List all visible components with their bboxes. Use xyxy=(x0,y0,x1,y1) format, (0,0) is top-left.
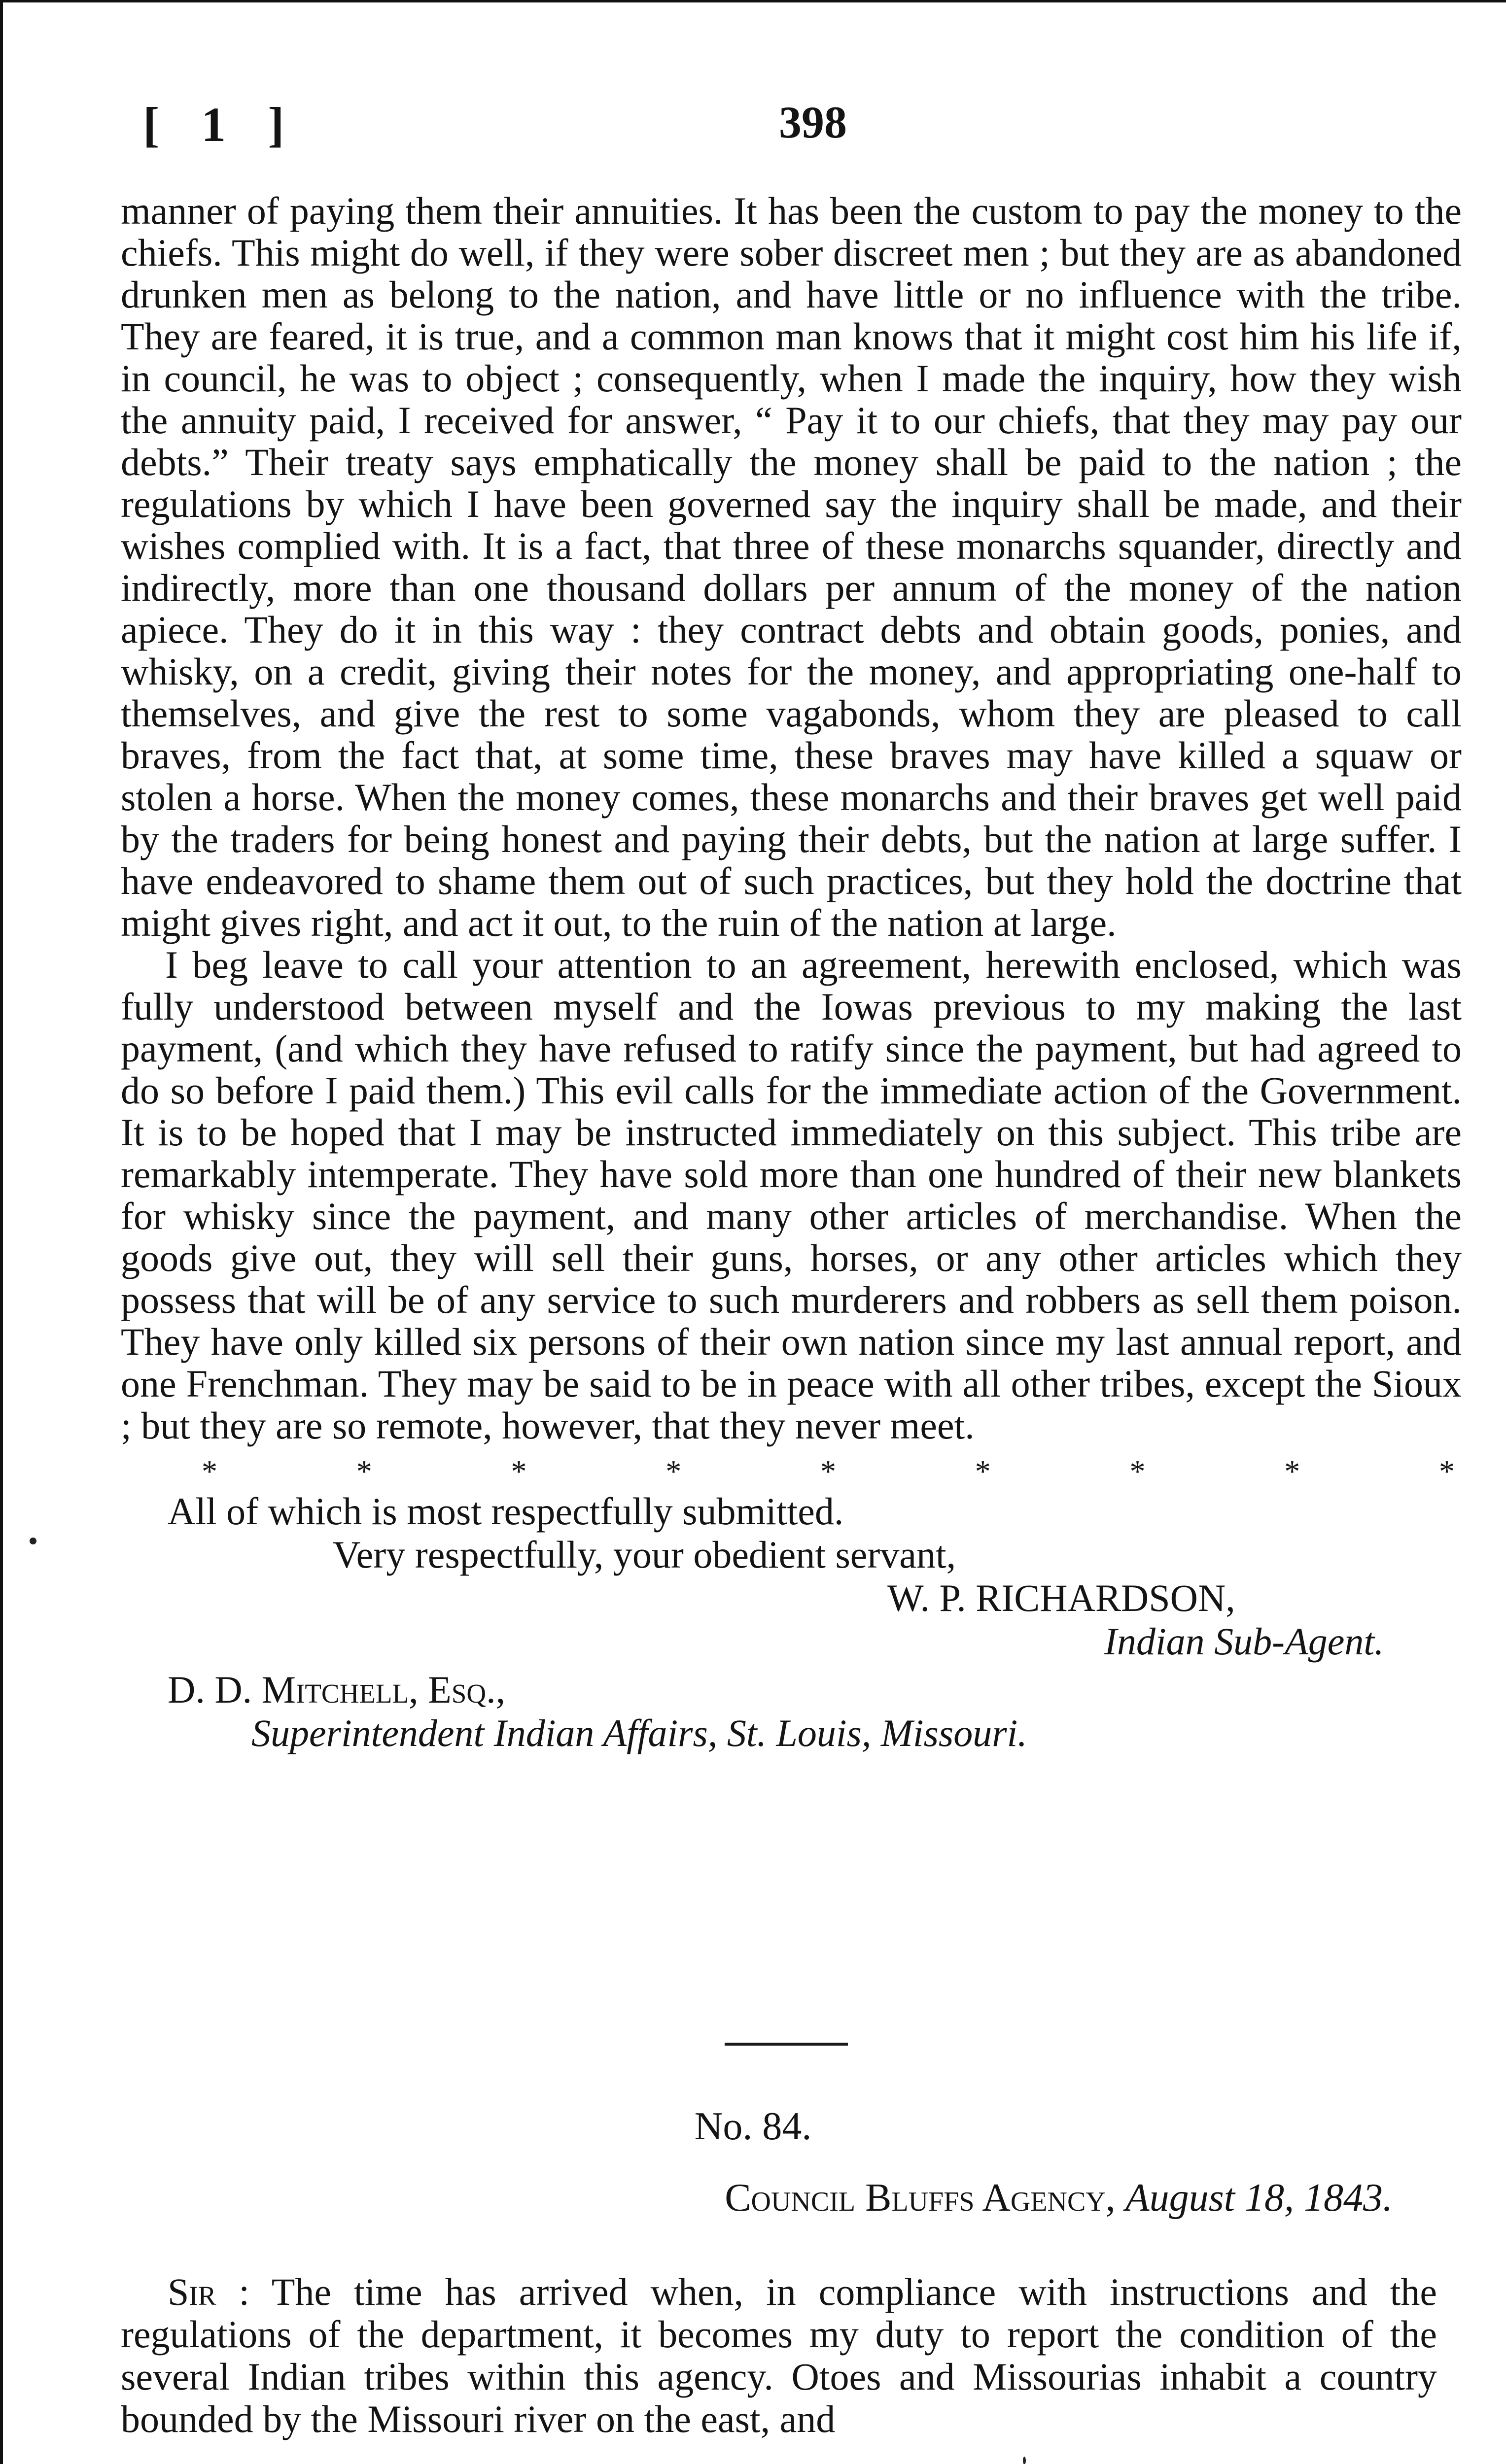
dateline xyxy=(725,2176,1393,2221)
letter-closing xyxy=(121,1490,1462,1755)
scan-edge-left xyxy=(0,0,3,2464)
dateline-date: August 18, 1843. xyxy=(1125,2176,1393,2220)
star-mark: * xyxy=(356,1454,372,1489)
star-mark: * xyxy=(665,1454,682,1489)
document-number: No. 84. xyxy=(694,2105,812,2148)
star-mark: * xyxy=(1129,1454,1146,1489)
addressee-name: D. D. Mitchell, Esq., xyxy=(168,1668,506,1711)
report-opening-text: The time has arrived when, in compliance with instructions and the regulations of the department, it becomes my duty to report the condition of the several Indian tribes within this agency. Otoes and Missourias inhabit a country bounded by the Missouri river on the east, and xyxy=(121,2270,1437,2440)
addressee-title: Superintendent Indian Affairs, St. Louis, Missouri. xyxy=(251,1711,1027,1754)
star-mark: * xyxy=(820,1454,836,1489)
scan-speck xyxy=(30,1538,36,1544)
report-opening-paragraph xyxy=(121,2271,1437,2440)
page-number: 398 xyxy=(779,97,847,147)
submitted-line: All of which is most respectfully submitted. xyxy=(168,1490,844,1533)
signatory-title: Indian Sub-Agent. xyxy=(1104,1620,1384,1663)
scan-speck xyxy=(1023,2457,1026,2464)
paragraph-agreement: I beg leave to call your attention to an agreement, herewith enclosed, which was fully understood between myself and the Iowas previous to my making the last payment, (and which they have refused to ratify since the payment, but had agreed to do so before I paid them.) This evil calls for the immediate action of the Government. It is to be hoped that I may be instructed immediately on this subject. This tribe are remarkably intemperate. They have sold more than one hundred of their new blankets for whisky since the payment, and many other articles of merchandise. When the goods give out, they will sell their guns, horses, or any other articles which they possess that will be of any service to such murderers and robbers as sell them poison. They have only killed six persons of their own nation since my last annual report, and one Frenchman. They may be said to be in peace with all other tribes, except the Sioux ; but they are so remote, however, that they never meet. xyxy=(121,943,1462,1447)
page-header xyxy=(143,96,1454,160)
paragraph-annuities: manner of paying them their annuities. It has been the custom to pay the money to the chiefs. This might do well, if they were sober discreet men ; but they are as abandoned drunken men as belong to the nation, and have little or no influence with the tribe. They are feared, it is true, and a common man knows that it might cost him his life if, in council, he was to object ; consequently, when I made the inquiry, how they wish the annuity paid, I received for answer, “ Pay it to our chiefs, that they may pay our debts.” Their treaty says emphatically the money shall be paid to the nation ; the regulations by which I have been governed say the inquiry shall be made, and their wishes complied with. It is a fact, that three of these monarchs squander, directly and indirectly, more than one thousand dollars per annum of the money of the nation apiece. They do it in this way : they contract debts and obtain goods, ponies, and whisky, on a credit, giving their notes for the money, and appropriating one-half to themselves, and give the rest to some vagabonds, whom they are pleased to call braves, from the fact that, at some time, these braves may have killed a squaw or stolen a horse. When the money comes, these monarchs and their braves get well paid by the traders for being honest and paying their debts, but the nation at large suffer. I have endeavored to shame them out of such practices, but they hold the doctrine that might gives right, and act it out, to the ruin of the nation at large. xyxy=(121,189,1462,944)
star-mark: * xyxy=(511,1454,527,1489)
star-mark: * xyxy=(1439,1454,1455,1489)
signatory-name: W. P. RICHARDSON, xyxy=(887,1576,1235,1619)
document-reference: [ 1 ] xyxy=(143,97,299,152)
dateline-place: Council Bluffs Agency, xyxy=(725,2176,1116,2220)
salutation: Sir : xyxy=(168,2270,250,2313)
star-mark: * xyxy=(202,1454,217,1489)
scan-edge-top xyxy=(0,0,1506,2)
star-mark: * xyxy=(975,1454,991,1489)
star-mark: * xyxy=(1284,1454,1300,1489)
valediction: Very respectfully, your obedient servant, xyxy=(333,1533,956,1576)
ellipsis-stars xyxy=(121,1446,1462,1490)
section-divider xyxy=(725,2043,848,2046)
letter-body xyxy=(121,190,1462,1755)
